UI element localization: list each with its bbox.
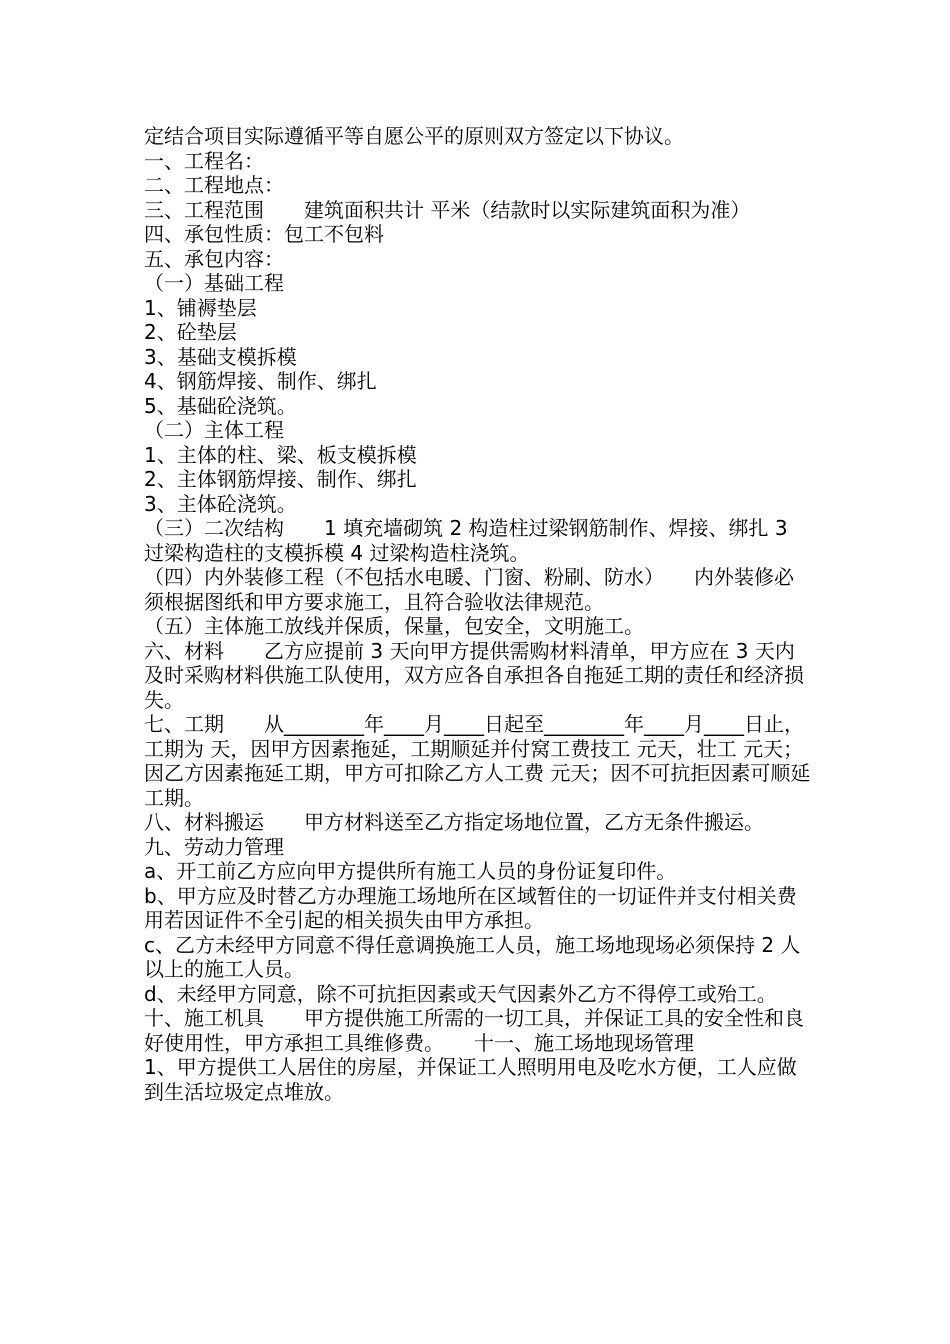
text-line: 十、施工机具 甲方提供施工所需的一切工具，并保证工具的安全性和良好使用性，甲方承担工具维修费。 十一、施工场地现场管理 — [144, 1006, 804, 1055]
text-line: 定结合项目实际遵循平等自愿公平的原则双方签定以下协议。 — [144, 124, 684, 148]
document-body — [144, 124, 812, 1104]
text-line: 4、钢筋焊接、制作、绑扎 — [144, 369, 377, 393]
text-line: a、开工前乙方应向甲方提供所有施工人员的身份证复印件。 — [144, 859, 677, 883]
text-line: 1、甲方提供工人居住的房屋，并保证工人照明用电及吃水方便，工人应做到生活垃圾定点堆放。 — [144, 1055, 797, 1104]
text-line: （一）基础工程 — [144, 271, 284, 295]
text-line: 3、主体砼浇筑。 — [144, 491, 297, 516]
text-line: 2、主体钢筋焊接、制作、绑扎 — [144, 467, 417, 491]
text-line: 八、材料搬运 甲方材料送至乙方指定场地位置，乙方无条件搬运。 — [144, 810, 764, 834]
text-line: b、甲方应及时替乙方办理施工场地所在区域暂住的一切证件并支付相关费用若因证件不全引起的相关损失由甲方承担。 — [144, 883, 797, 932]
text-line: 五、承包内容： — [144, 246, 284, 271]
text-line: （二）主体工程 — [144, 418, 284, 442]
text-line: 七、工期 从________年____月____日起至________年____月____日止，工期为 天，因甲方因素拖延，工期顺延并付窝工费技工 元天，壮工 元天；因乙方因素拖延工期，甲方可扣除乙方人工费 元天；因不可抗拒因素可顺延工期。 — [144, 712, 811, 810]
text-line: 六、材料 乙方应提前 3 天向甲方提供需购材料清单，甲方应在 3 天内及时采购材料供施工队使用，双方应各自承担各自拖延工期的责任和经济损失。 — [144, 638, 804, 712]
text-line: 5、基础砼浇筑。 — [144, 393, 297, 418]
text-line: 1、主体的柱、梁、板支模拆模 — [144, 442, 417, 467]
text-line: 3、基础支模拆模 — [144, 344, 297, 369]
text-line: （三）二次结构 1 填充墙砌筑 2 构造柱过梁钢筋制作、焊接、绑扎 3 过梁构造柱的支模拆模 4 过梁构造柱浇筑。 — [144, 516, 794, 565]
text-line: 一、工程名： — [144, 148, 264, 173]
text-line: 2、砼垫层 — [144, 320, 237, 344]
text-line: 三、工程范围 建筑面积共计 平米（结款时以实际建筑面积为准） — [144, 197, 751, 222]
text-line: d、未经甲方同意，除不可抗拒因素或天气因素外乙方不得停工或殆工。 — [144, 981, 777, 1006]
text-line: 1、铺褥垫层 — [144, 295, 257, 320]
text-line: （四）内外装修工程（不包括水电暖、门窗、粉刷、防水） 内外装修必须根据图纸和甲方要求施工，且符合验收法律规范。 — [144, 565, 794, 614]
text-line: 四、承包性质：包工不包料 — [144, 222, 384, 246]
text-line: 九、劳动力管理 — [144, 834, 284, 859]
text-line: c、乙方未经甲方同意不得任意调换施工人员，施工场地现场必须保持 2 人以上的施工人员。 — [144, 932, 801, 981]
text-line: 二、工程地点： — [144, 173, 284, 197]
text-line: （五）主体施工放线并保质，保量，包安全，文明施工。 — [144, 614, 644, 638]
